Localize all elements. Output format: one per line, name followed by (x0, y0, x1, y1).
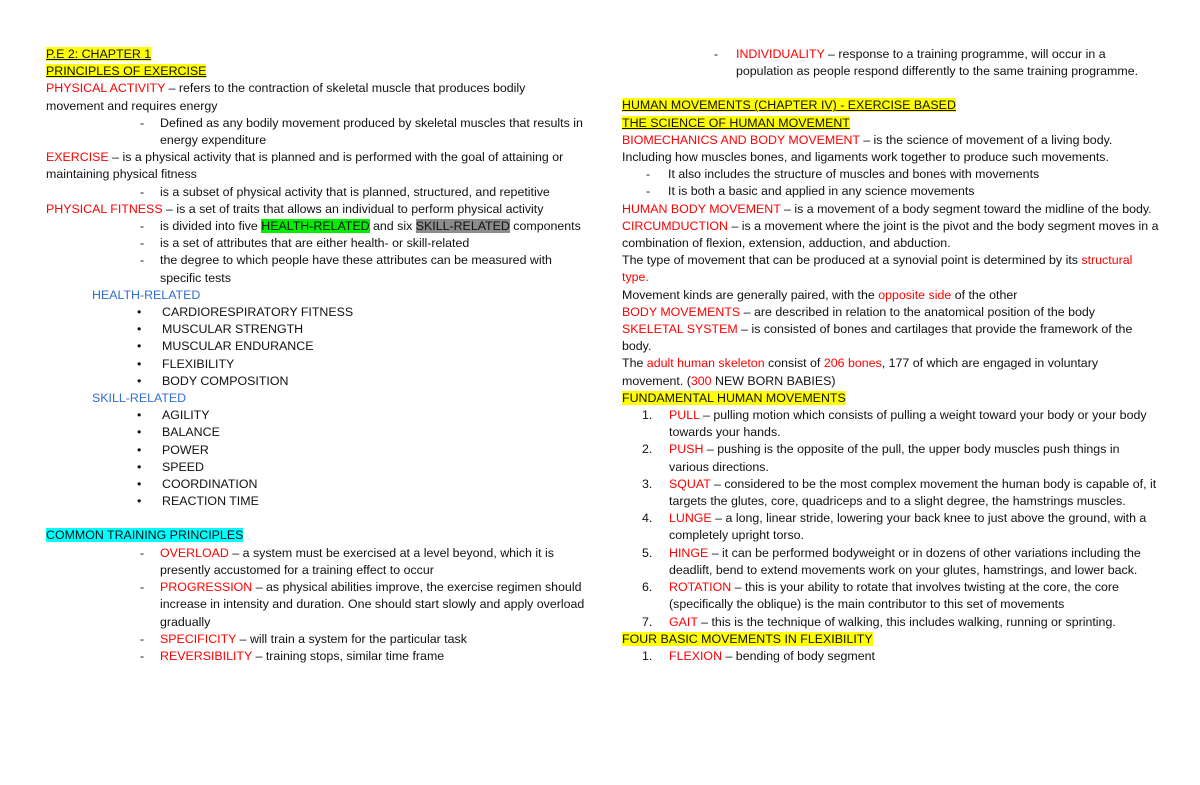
health-related-heading: HEALTH-RELATED (92, 287, 201, 302)
exercise-definition: EXERCISE – is a physical activity that is planned and is performed with the goal of attaining or maintaining physical fitness (46, 150, 564, 182)
physical-fitness-subpoint: - is a set of attributes that are either health- or skill-related (46, 235, 586, 252)
movement-kinds-note: Movement kinds are generally paired, with the opposite side of the other (622, 287, 1018, 302)
spacer (46, 510, 586, 527)
science-heading: THE SCIENCE OF HUMAN MOVEMENT (622, 115, 850, 130)
left-column (46, 46, 586, 665)
chapter-iv-heading: HUMAN MOVEMENTS (CHAPTER IV) - EXERCISE BASED (622, 98, 956, 113)
individuality-principle: - INDIVIDUALITY – response to a training programme, will occur in a population as people respond differently to the same training programme. (620, 46, 1162, 80)
health-related-list (46, 304, 586, 390)
list-item: • REACTION TIME (46, 493, 586, 510)
chapter-title: P.E 2: CHAPTER 1 (46, 47, 152, 61)
biomechanics-definition: BIOMECHANICS AND BODY MOVEMENT – is the science of movement of a living body. Including how muscles bones, and ligaments work together to produce such movements. (622, 132, 1113, 165)
list-item: • COORDINATION (46, 476, 586, 493)
four-basic-movements-heading: FOUR BASIC MOVEMENTS IN FLEXIBILITY (622, 631, 873, 646)
fundamental-movements-heading: FUNDAMENTAL HUMAN MOVEMENTS (622, 390, 846, 405)
physical-fitness-definition: PHYSICAL FITNESS – is a set of traits that allows an individual to perform physical activity (46, 201, 544, 216)
human-body-movement-definition: HUMAN BODY MOVEMENT – is a movement of a body segment toward the midline of the body. (622, 201, 1152, 216)
list-item: 3. SQUAT – considered to be the most complex movement the human body is capable of, it targets the glutes, core, quadriceps and to a slight degree, the hamstrings muscles. (642, 476, 1157, 509)
list-item: • MUSCULAR ENDURANCE (46, 338, 586, 355)
list-item: • CARDIORESPIRATORY FITNESS (46, 304, 586, 321)
list-item: • SPEED (46, 459, 586, 476)
skill-related-list (46, 407, 586, 510)
physical-activity-subpoint: - Defined as any bodily movement produced by skeletal muscles that results in energy expenditure (46, 115, 586, 149)
physical-fitness-subpoint: - the degree to which people have these attributes can be measured with specific tests (46, 252, 586, 286)
list-item: 1. FLEXION – bending of body segment (642, 648, 875, 663)
exercise-subpoint: - is a subset of physical activity that is planned, structured, and repetitive (46, 184, 586, 201)
list-item: • BALANCE (46, 424, 586, 441)
list-item: • MUSCULAR STRENGTH (46, 321, 586, 338)
training-principle: - PROGRESSION – as physical abilities improve, the exercise regimen should increase in intensity and duration. One should start slowly and apply overload gradually (46, 579, 586, 631)
right-column (622, 46, 1162, 665)
synovial-note: The type of movement that can be produced at a synovial point is determined by its structural type. (622, 253, 1133, 285)
list-item: 1. PULL – pulling motion which consists of pulling a weight toward your body or your body towards your hands. (642, 408, 1147, 440)
list-item: 6. ROTATION – this is your ability to rotate that involves twisting at the core, the core (specifically the oblique) is the main contributor to this set of movements (642, 580, 1119, 612)
biomechanics-subpoint: - It is both a basic and applied in any science movements (622, 183, 1162, 200)
body-movements-definition: BODY MOVEMENTS – are described in relation to the anatomical position of the body (622, 304, 1095, 319)
list-item: 2. PUSH – pushing is the opposite of the pull, the upper body muscles push things in various directions. (642, 442, 1120, 474)
circumduction-definition: CIRCUMDUCTION – is a movement where the joint is the pivot and the body segment moves in a combination of flexion, extension, adduction, and abduction. (622, 218, 1159, 251)
list-item: • POWER (46, 442, 586, 459)
list-item: • FLEXIBILITY (46, 356, 586, 373)
training-principle: - OVERLOAD – a system must be exercised at a level beyond, which it is presently accustomed for a training effect to occur (46, 545, 586, 579)
skeletal-system-definition: SKELETAL SYSTEM – is consisted of bones and cartilages that provide the framework of the body. (622, 322, 1133, 354)
list-item: 5. HINGE – it can be performed bodyweight or in dozens of other variations including the deadlift, bend to extend movements work on your glutes, hamstrings, and lower back. (642, 545, 1141, 577)
list-item: • BODY COMPOSITION (46, 373, 586, 390)
common-training-heading: COMMON TRAINING PRINCIPLES (46, 528, 244, 543)
fundamental-movements-list (622, 407, 1162, 631)
four-basic-movements-list (622, 648, 1162, 665)
adult-skeleton-note: The adult human skeleton consist of 206 bones, 177 of which are engaged in voluntary movement. (300 NEW BORN BABIES) (622, 356, 1099, 388)
physical-fitness-subpoint: - is divided into five HEALTH-RELATED and six SKILL-RELATED components (46, 218, 586, 235)
biomechanics-subpoint: - It also includes the structure of muscles and bones with movements (622, 166, 1162, 183)
list-item: • AGILITY (46, 407, 586, 424)
list-item: 4. LUNGE – a long, linear stride, lowering your back knee to just above the ground, with a completely upright torso. (642, 511, 1147, 543)
list-item: 7. GAIT – this is the technique of walking, this includes walking, running or sprinting. (642, 614, 1116, 629)
principles-heading: PRINCIPLES OF EXERCISE (46, 64, 207, 79)
spacer (622, 80, 1162, 97)
training-principle: - SPECIFICITY – will train a system for the particular task (46, 631, 586, 648)
training-principle: - REVERSIBILITY – training stops, similar time frame (46, 648, 586, 665)
skill-related-heading: SKILL-RELATED (92, 391, 187, 406)
physical-activity-definition: PHYSICAL ACTIVITY – refers to the contraction of skeletal muscle that produces bodily movement and requires energy (46, 81, 526, 113)
